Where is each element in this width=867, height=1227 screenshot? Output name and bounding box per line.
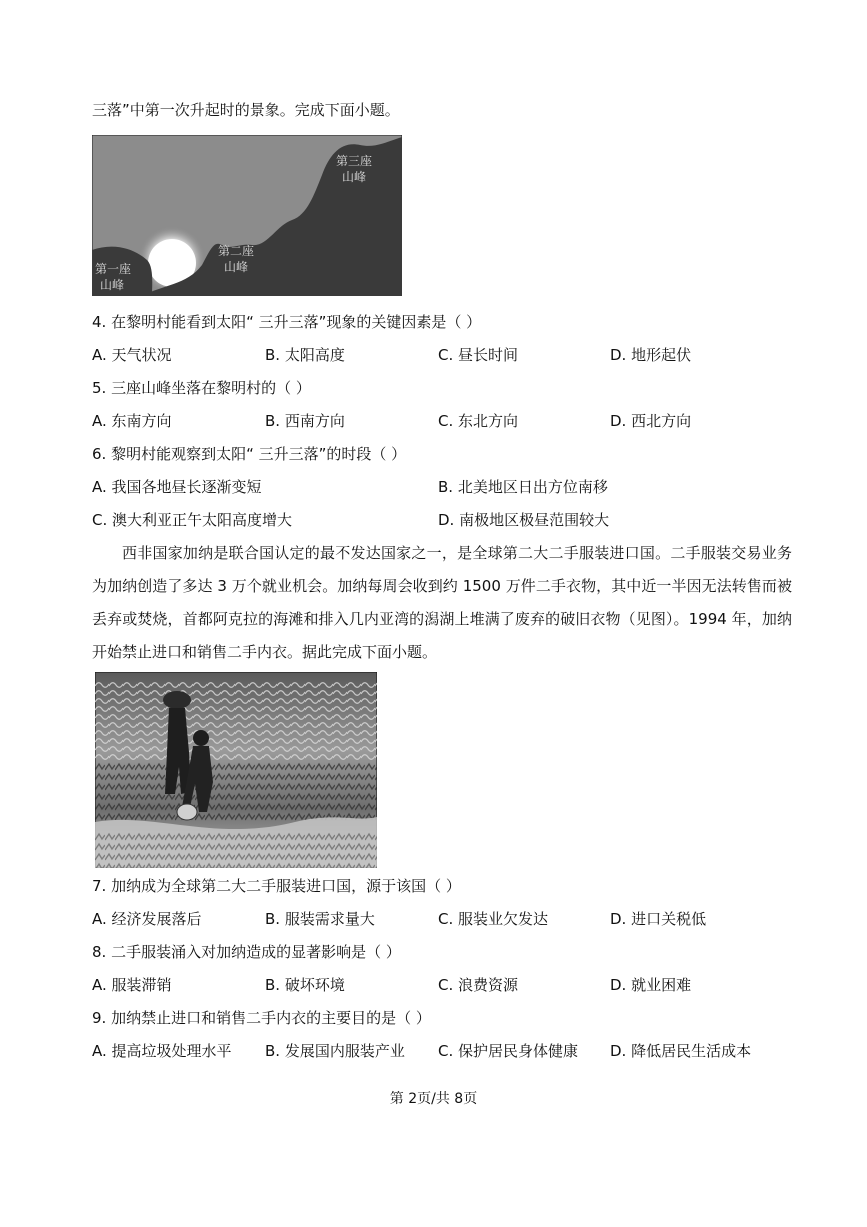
q4-option-c: C. 昼长时间: [438, 346, 519, 364]
question-8-stem: 8. 二手服装涌入对加纳造成的显著影响是（ ）: [92, 943, 401, 961]
q8-option-b: B. 破坏环境: [265, 976, 345, 994]
q9-option-a: A. 提高垃圾处理水平: [92, 1042, 232, 1060]
waste-photo-figure: [95, 672, 377, 868]
peak2-label-a: 第二座: [218, 244, 255, 258]
q6-option-a: A. 我国各地昼长逐渐变短: [92, 478, 262, 496]
q9-option-b: B. 发展国内服装产业: [265, 1042, 405, 1060]
peak3-label-a: 第三座: [336, 154, 373, 168]
question-4-stem: 4. 在黎明村能看到太阳“ 三升三落”现象的关键因素是（ ）: [92, 313, 482, 331]
q4-option-d: D. 地形起伏: [610, 346, 692, 364]
q8-option-a: A. 服装滞销: [92, 976, 172, 994]
q4-option-b: B. 太阳高度: [265, 346, 345, 364]
q6-option-b: B. 北美地区日出方位南移: [438, 478, 608, 496]
q8-option-d: D. 就业困难: [610, 976, 692, 994]
mountain-sunrise-image: [92, 135, 402, 296]
q5-option-a: A. 东南方向: [92, 412, 172, 430]
person-child-head: [193, 730, 209, 746]
question-9-stem: 9. 加纳禁止进口和销售二手内衣的主要目的是（ ）: [92, 1009, 431, 1027]
q5-option-c: C. 东北方向: [438, 412, 519, 430]
peak2-label-b: 山峰: [224, 260, 249, 274]
peak3-label-b: 山峰: [342, 170, 367, 184]
q4-option-a: A. 天气状况: [92, 346, 172, 364]
q6-option-d: D. 南极地区极昼范围较大: [438, 511, 610, 529]
q5-option-d: D. 西北方向: [610, 412, 692, 430]
question-6-stem: 6. 黎明村能观察到太阳“ 三升三落”的时段（ ）: [92, 445, 407, 463]
q7-option-b: B. 服装需求量大: [265, 910, 375, 928]
q7-option-c: C. 服装业欠发达: [438, 910, 549, 928]
q6-option-c: C. 澳大利亚正午太阳高度增大: [92, 511, 293, 529]
q9-option-d: D. 降低居民生活成本: [610, 1042, 752, 1060]
clothing-waste-photo: [95, 672, 377, 868]
page-number-footer: 第 2页/共 8页: [389, 1091, 478, 1107]
q9-option-c: C. 保护居民身体健康: [438, 1042, 579, 1060]
peak1-label-b: 山峰: [100, 278, 125, 292]
passage-text: 西非国家加纳是联合国认定的最不发达国家之一，是全球第二大二手服装进口国。二手服装交易业务为加纳创造了多达 3 万个就业机会。加纳每周会收到约 1500 万件二手衣物，其中近一半因无法转售而被丢弃或焚烧，首都阿克拉的海滩和排入几内亚湾的潟湖上堆满了废弃的破旧衣物（见图）。1994 年，加纳开始禁止进口和销售二手内衣。据此完成下面小题。: [92, 544, 792, 661]
mountain-figure: [92, 135, 402, 296]
q8-option-c: C. 浪费资源: [438, 976, 519, 994]
question-7-stem: 7. 加纳成为全球第二大二手服装进口国，源于该国（ ）: [92, 877, 461, 895]
question-5-stem: 5. 三座山峰坐落在黎明村的（ ）: [92, 379, 311, 397]
intro-text: 三落”中第一次升起时的景象。完成下面小题。: [92, 101, 400, 119]
peak1-label-a: 第一座: [95, 262, 132, 276]
head-load: [163, 691, 191, 709]
q5-option-b: B. 西南方向: [265, 412, 345, 430]
q7-option-a: A. 经济发展落后: [92, 910, 202, 928]
q7-option-d: D. 进口关税低: [610, 910, 707, 928]
bucket: [177, 804, 197, 820]
